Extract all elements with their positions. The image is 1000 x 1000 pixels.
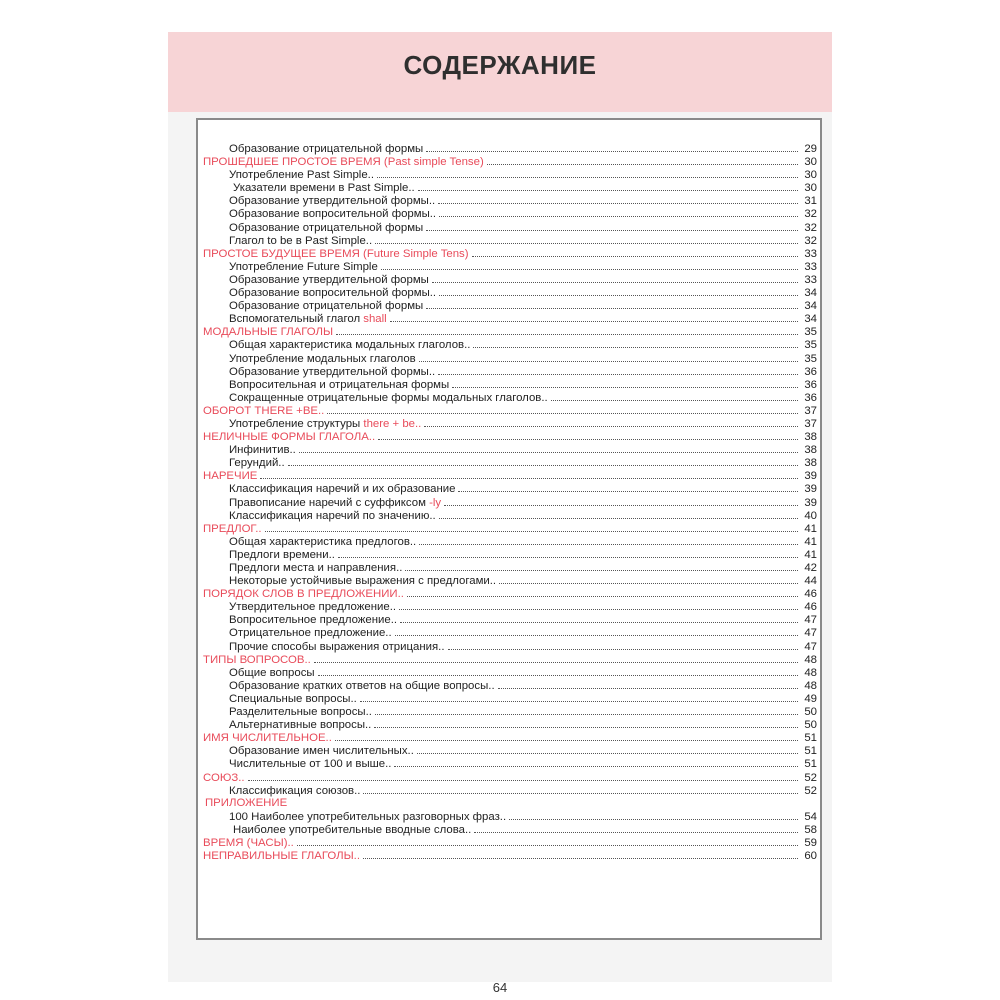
toc-page-number: 47 (804, 640, 817, 653)
toc-page-number: 35 (804, 339, 817, 352)
dot-leader (290, 797, 798, 806)
toc-page-number: 34 (804, 300, 817, 313)
toc-entry-text: Образование утвердительной формы (229, 273, 429, 286)
toc-entry (203, 626, 817, 639)
toc-page-number: 38 (804, 457, 817, 470)
toc-page-number: 60 (804, 850, 817, 863)
table-of-contents (203, 142, 817, 862)
toc-entry-label (203, 326, 333, 339)
toc-section (203, 325, 817, 338)
toc-entry-text: ОБОРОТ THERE +BE.. (203, 404, 325, 417)
dot-leader (407, 587, 798, 597)
toc-section (203, 771, 817, 784)
toc-page-number: 59 (804, 836, 817, 849)
toc-entry (203, 417, 817, 430)
toc-entry (203, 312, 817, 325)
dot-leader (426, 142, 798, 152)
toc-entry (203, 666, 817, 679)
toc-entry (203, 456, 817, 469)
toc-page-number: 38 (804, 431, 817, 444)
toc-entry-label (203, 483, 455, 496)
dot-leader (363, 784, 798, 794)
toc-entry-text: 100 Наиболее употребительных разговорных фраз.. (229, 810, 507, 823)
toc-entry-label (203, 274, 429, 287)
toc-entry-text: МОДАЛЬНЫЕ ГЛАГОЛЫ (203, 326, 334, 339)
toc-entry-label (203, 287, 436, 300)
toc-entry-text: Употребление Future Simple (229, 260, 378, 273)
toc-page-number: 48 (804, 679, 817, 692)
toc-entry-label (203, 497, 441, 510)
toc-entry-label (203, 837, 294, 850)
toc-entry-label (203, 366, 435, 379)
toc-page-number: 39 (804, 470, 817, 483)
toc-page-number: 32 (804, 234, 817, 247)
dot-leader (509, 810, 798, 820)
toc-entry (203, 168, 817, 181)
toc-entry (203, 692, 817, 705)
toc-entry (203, 757, 817, 770)
toc-section (203, 469, 817, 482)
toc-entry-text: Числительные от 100 и выше.. (229, 758, 392, 771)
toc-entry (203, 365, 817, 378)
toc-page-number: 30 (804, 169, 817, 182)
toc-entry-text: ПРИЛОЖЕНИЕ (205, 796, 288, 809)
dot-leader (405, 561, 798, 571)
dot-leader (419, 535, 798, 545)
dot-leader (458, 482, 798, 492)
toc-entry-highlight: shall (363, 313, 387, 326)
dot-leader (424, 417, 798, 427)
toc-entry-text: ПОРЯДОК СЛОВ В ПРЕДЛОЖЕНИИ.. (203, 588, 404, 601)
toc-entry-label (203, 523, 262, 536)
toc-entry (203, 496, 817, 509)
dot-leader (448, 640, 799, 650)
toc-page-number: 42 (804, 562, 817, 574)
toc-entry-text: НЕЛИЧНЫЕ ФОРМЫ ГЛАГОЛА.. (203, 431, 376, 444)
toc-entry-label (203, 444, 296, 457)
toc-section (203, 797, 817, 810)
dot-leader (444, 496, 798, 506)
toc-entry-text: Образование вопросительной формы.. (229, 208, 437, 221)
toc-entry-text: Инфинитив.. (229, 444, 296, 457)
toc-entry-text: ВРЕМЯ (ЧАСЫ).. (203, 836, 294, 849)
toc-entry (203, 613, 817, 626)
toc-entry (203, 391, 817, 404)
toc-section (203, 849, 817, 862)
dot-leader (260, 469, 798, 479)
toc-entry-text: Правописание наречий с суффиксом (229, 496, 430, 509)
dot-leader (381, 260, 798, 270)
dot-leader (395, 626, 798, 636)
toc-entry (203, 352, 817, 365)
toc-page-number: 46 (804, 601, 817, 614)
toc-entry-text: Утвердительное предложение.. (229, 601, 397, 614)
toc-entry-label (203, 353, 416, 366)
toc-page-number: 34 (804, 287, 817, 300)
toc-page-number: 41 (804, 522, 817, 535)
dot-leader (336, 325, 798, 335)
toc-entry-text: ИМЯ ЧИСЛИТЕЛЬНОЕ.. (203, 732, 332, 745)
toc-section (203, 430, 817, 443)
toc-entry-text: Классификация наречий и их образование (229, 483, 456, 496)
toc-entry-text: НАРЕЧИЕ (203, 470, 258, 483)
toc-entry-text: ПРОШЕДШЕЕ ПРОСТОЕ ВРЕМЯ (Past simple Tense) (203, 156, 484, 169)
toc-entry (203, 744, 817, 757)
toc-entry-highlight: -ly (429, 496, 442, 509)
dot-leader (474, 823, 798, 833)
toc-entry (203, 705, 817, 718)
dot-leader (399, 600, 798, 610)
toc-entry (203, 561, 817, 574)
dot-leader (327, 404, 798, 414)
toc-section (203, 836, 817, 849)
toc-page-number: 33 (804, 260, 817, 273)
toc-entry-text: Прочие способы выражения отрицания.. (229, 640, 445, 653)
toc-page-number: 36 (804, 378, 817, 391)
dot-leader (426, 299, 798, 309)
toc-entry (203, 181, 817, 194)
toc-entry-label (203, 182, 415, 195)
dot-leader (439, 286, 798, 296)
toc-page-number: 34 (804, 313, 817, 326)
toc-page-number: 50 (804, 706, 817, 719)
toc-entry-text: Вопросительная и отрицательная формы (229, 378, 450, 391)
dot-leader (432, 273, 798, 283)
toc-page-number: 32 (804, 208, 817, 221)
dot-leader (439, 509, 798, 519)
toc-page-number: 51 (804, 732, 817, 745)
dot-leader (378, 430, 798, 440)
toc-page-number: 36 (804, 365, 817, 378)
toc-entry-label (203, 706, 372, 719)
toc-entry-text: ПРЕДЛОГ.. (203, 522, 262, 535)
dot-leader (418, 181, 798, 191)
toc-entry (203, 378, 817, 391)
toc-section (203, 404, 817, 417)
dot-leader (335, 731, 798, 741)
dot-leader (439, 207, 798, 217)
toc-page-number: 39 (804, 496, 817, 509)
dot-leader (473, 338, 798, 348)
toc-entry (203, 784, 817, 797)
toc-page-number: 36 (804, 391, 817, 404)
dot-leader (400, 613, 798, 623)
toc-entry-text: Общие вопросы (229, 666, 315, 679)
toc-entry-label (203, 850, 360, 863)
toc-page-number: 29 (804, 143, 817, 155)
dot-leader (487, 155, 798, 165)
toc-section (203, 731, 817, 744)
dot-leader (338, 548, 798, 558)
dot-leader (551, 391, 798, 401)
dot-leader (498, 679, 798, 689)
toc-entry-label (203, 811, 506, 824)
dot-leader (419, 352, 798, 362)
toc-entry-label (203, 693, 357, 706)
toc-page-number: 48 (804, 666, 817, 679)
dot-leader (417, 744, 798, 754)
toc-entry-text: Некоторые устойчивые выражения с предлогами.. (229, 575, 497, 588)
toc-entry-label (203, 732, 332, 745)
toc-page-number: 32 (804, 221, 817, 234)
toc-entry-label (203, 143, 423, 156)
dot-leader (499, 574, 798, 584)
toc-page-number: 47 (804, 614, 817, 627)
dot-leader (248, 771, 798, 781)
toc-entry-text: Образование кратких ответов на общие вопросы.. (229, 679, 495, 692)
toc-entry-text: ПРОСТОЕ БУДУЩЕЕ ВРЕМЯ (Future Simple Tens) (203, 247, 469, 260)
toc-entry-text: Предлоги времени.. (229, 548, 335, 561)
toc-section (203, 653, 817, 666)
dot-leader (360, 692, 798, 702)
toc-page-number: 33 (804, 273, 817, 286)
toc-entry-text: Образование отрицательной формы (229, 300, 424, 313)
toc-entry-label (203, 261, 378, 274)
dot-leader (375, 234, 798, 244)
toc-entry-label (203, 614, 397, 627)
toc-page-number: 41 (804, 535, 817, 548)
toc-page-number: 44 (804, 575, 817, 588)
toc-entry (203, 273, 817, 286)
dot-leader (363, 849, 798, 859)
toc-entry-text: Герундий.. (229, 457, 285, 470)
dot-leader (426, 221, 798, 231)
toc-page-number: 39 (804, 483, 817, 496)
dot-leader (390, 312, 798, 322)
toc-entry-text: Образование отрицательной формы (229, 221, 424, 234)
toc-entry-text: Вопросительное предложение.. (229, 614, 398, 627)
toc-entry-text: Указатели времени в Past Simple.. (233, 182, 415, 195)
toc-page-number: 48 (804, 653, 817, 666)
toc-entry-text: Общая характеристика модальных глаголов.. (229, 339, 471, 352)
toc-entry (203, 718, 817, 731)
dot-leader (377, 168, 798, 178)
toc-entry-label (203, 797, 287, 810)
toc-entry-text: ТИПЫ ВОПРОСОВ.. (203, 653, 311, 666)
toc-entry-text: Альтернативные вопросы.. (229, 719, 372, 732)
toc-entry-label (203, 772, 245, 785)
toc-entry-text: Употребление структуры (229, 417, 364, 430)
toc-entry-label (203, 745, 414, 758)
toc-page-number: 30 (804, 182, 817, 195)
toc-page-number: 38 (804, 444, 817, 457)
toc-entry (203, 338, 817, 351)
dot-leader (438, 194, 798, 204)
toc-entry (203, 221, 817, 234)
page-title: СОДЕРЖАНИЕ (403, 50, 597, 80)
toc-entry (203, 535, 817, 548)
toc-entry-text: Образование отрицательной формы (229, 143, 424, 155)
toc-entry (203, 234, 817, 247)
dot-leader (314, 653, 798, 663)
toc-entry (203, 640, 817, 653)
toc-entry-label (203, 405, 324, 418)
toc-page-number: 50 (804, 719, 817, 732)
dot-leader (297, 836, 798, 846)
toc-entry-label (203, 601, 396, 614)
toc-entry-text: Общая характеристика предлогов.. (229, 535, 417, 548)
toc-entry-text: СОЮЗ.. (203, 771, 245, 784)
toc-entry-text: НЕПРАВИЛЬНЫЕ ГЛАГОЛЫ.. (203, 850, 360, 863)
toc-page-number: 52 (804, 784, 817, 797)
toc-entry (203, 443, 817, 456)
page-number: 64 (492, 980, 508, 995)
toc-entry-label (203, 654, 311, 667)
dot-leader (318, 666, 798, 676)
toc-page-number: 41 (804, 548, 817, 561)
toc-page-number: 49 (804, 692, 817, 705)
toc-entry-text: Вспомогательный глагол (229, 313, 364, 326)
toc-entry-text: Образование утвердительной формы.. (229, 195, 436, 208)
toc-entry-label (203, 195, 435, 208)
dot-leader (288, 456, 798, 466)
toc-entry-label (203, 627, 392, 640)
toc-page-number: 31 (804, 195, 817, 208)
toc-entry-text: Классификация наречий по значению.. (229, 509, 436, 522)
toc-page-number: 35 (804, 326, 817, 339)
dot-leader (265, 522, 798, 532)
toc-entry-label (203, 549, 335, 562)
toc-page-number: 30 (804, 156, 817, 169)
toc-entry-text: Наиболее употребительные вводные слова.. (233, 823, 472, 836)
toc-entry-text: Употребление модальных глаголов (229, 352, 416, 365)
toc-entry-text: Глагол to be в Past Simple.. (229, 234, 373, 247)
toc-page-number: 35 (804, 352, 817, 365)
toc-page-number: 40 (804, 509, 817, 522)
toc-entry (203, 823, 817, 836)
toc-page-number: 52 (804, 771, 817, 784)
toc-entry (203, 194, 817, 207)
toc-entry-text: Употребление Past Simple.. (229, 169, 374, 182)
toc-entry (203, 679, 817, 692)
toc-entry (203, 600, 817, 613)
dot-leader (452, 378, 798, 388)
toc-entry-label (203, 667, 315, 680)
toc-page-number: 58 (804, 823, 817, 836)
toc-entry (203, 260, 817, 273)
dot-leader (374, 718, 798, 728)
dot-leader (394, 757, 798, 767)
toc-entry-text: Образование имен числительных.. (229, 745, 414, 758)
toc-entry-text: Специальные вопросы.. (229, 692, 357, 705)
toc-entry (203, 207, 817, 220)
toc-entry-label (203, 208, 436, 221)
toc-section (203, 247, 817, 260)
toc-section (203, 587, 817, 600)
toc-page-number: 37 (804, 404, 817, 417)
toc-entry-text: Образование утвердительной формы.. (229, 365, 436, 378)
toc-page-number: 47 (804, 627, 817, 640)
toc-page-number: 51 (804, 758, 817, 771)
toc-entry-label (203, 588, 404, 601)
toc-page-number: 37 (804, 417, 817, 430)
dot-leader (375, 705, 798, 715)
toc-entry (203, 810, 817, 823)
toc-section (203, 155, 817, 168)
toc-entry (203, 286, 817, 299)
toc-entry-label (203, 470, 257, 483)
toc-entry-label (203, 169, 374, 182)
toc-page-number: 51 (804, 745, 817, 758)
toc-entry-text: Образование вопросительной формы.. (229, 287, 437, 300)
dot-leader (472, 247, 798, 257)
toc-entry-label (203, 562, 402, 575)
toc-entry (203, 299, 817, 312)
toc-entry-text: Сокращенные отрицательные формы модальных глаголов.. (229, 391, 548, 404)
toc-entry (203, 482, 817, 495)
toc-entry-text: Отрицательное предложение.. (229, 627, 392, 640)
dot-leader (299, 443, 798, 453)
toc-entry (203, 574, 817, 587)
toc-page-number: 33 (804, 247, 817, 260)
toc-section (203, 522, 817, 535)
toc-entry (203, 509, 817, 522)
toc-entry-label (203, 235, 372, 248)
toc-entry-highlight: there + be.. (363, 417, 422, 430)
toc-entry (203, 142, 817, 155)
toc-entry-text: Предлоги места и направления.. (229, 562, 403, 574)
toc-entry-label (203, 379, 449, 392)
toc-page-number: 46 (804, 588, 817, 601)
toc-entry (203, 548, 817, 561)
toc-entry-text: Разделительные вопросы.. (229, 706, 372, 719)
toc-page-number: 54 (804, 810, 817, 823)
dot-leader (438, 365, 798, 375)
toc-entry-text: Классификация союзов.. (229, 784, 361, 797)
